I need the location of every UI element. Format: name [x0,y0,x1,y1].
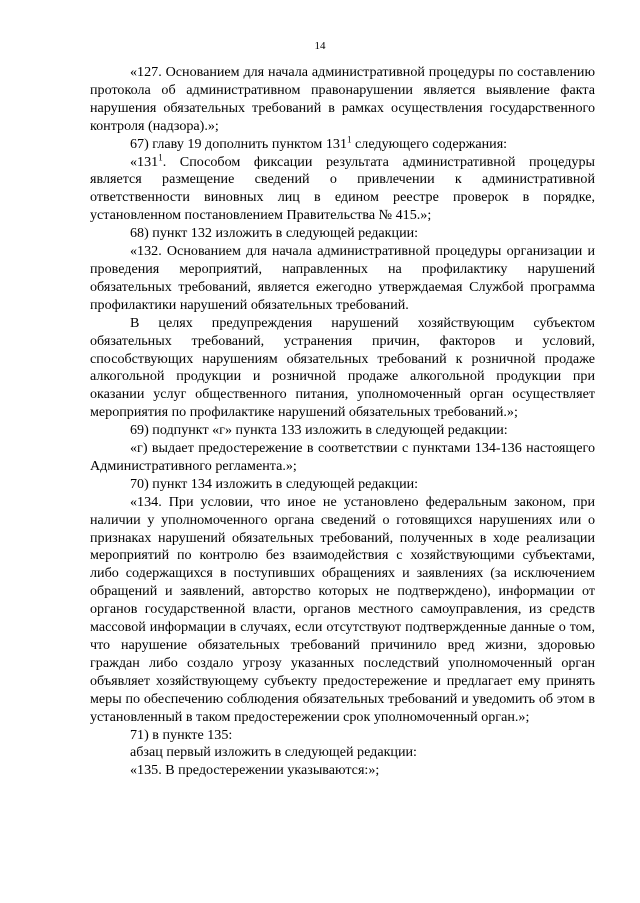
paragraph-127 [90,64,595,136]
paragraph-text: 71) в пункте 135: [130,726,233,743]
paragraph-text: «134. При условии, что иное не установлено федеральным законом, при наличии у уполномоченного органа сведений о готовящихся нарушениях или о признаках нарушений обязательных требований, полученных в ходе реализации мероприятий по контролю без взаимодействия с хозяйствующими субъектами, либо содержащихся в поступивших обращениях и заявлениях (за исключением обращений и заявлений, авторство которых не подтверждено), информации от органов государственной власти, органов местного самоуправления, из средств массовой информации в случаях, если отсутствуют подтвержденные данные о том, что нарушение обязательных требований причинило вред жизни, здоровью граждан либо создало угрозу указанных последствий уполномоченный орган объявляет хозяйствующему субъекту предостережение и предлагает ему принять меры по обеспечению соблюдения обязательных требований и уведомить об этом в установленный в таком предостережении срок уполномоченный орган.»; [90,493,595,725]
paragraph-text: «135. В предостережении указываются:»; [130,762,380,779]
paragraph-text: 67) главу 19 дополнить пунктом 131 [130,135,348,152]
paragraph-item-70 [90,476,595,494]
paragraph-abzac [90,744,595,762]
superscript: 1 [158,151,163,162]
paragraph-text: «131 [130,153,159,170]
document-body [90,64,595,780]
paragraph-item-71 [90,727,595,745]
paragraph-text: 70) пункт 134 изложить в следующей редакции: [130,475,419,492]
paragraph-item-67 [90,133,595,154]
paragraph-text-tail: следующего содержания: [351,135,508,152]
paragraph-132-continued [90,315,595,422]
paragraph-133-g [90,440,595,476]
paragraph-item-69 [90,422,595,440]
paragraph-text: «132. Основанием для начала административной процедуры организации и проведения мероприятий, направленных на профилактику нарушений обязательных требований, является ежегодно утверждаемая Службой программа профилактики нарушений обязательных требований. [90,243,595,313]
paragraph-text: В целях предупреждения нарушений хозяйствующим субъектом обязательных требований, устранения причин, факторов и условий, способствующих нарушениям обязательных требований к розничной продаже алкогольной продукции и розничной продаже алкогольной продукции при оказании услуг общественного питания, уполномоченный орган осуществляет мероприятия по профилактике нарушений обязательных требований.»; [90,314,595,421]
superscript: 1 [347,133,352,144]
paragraph-135 [90,762,595,780]
paragraph-131-1 [90,151,595,226]
paragraph-text: 69) подпункт «г» пункта 133 изложить в следующей редакции: [130,422,508,439]
paragraph-text: абзац первый изложить в следующей редакции: [130,744,417,761]
page-number: 14 [314,40,326,52]
paragraph-text: 68) пункт 132 изложить в следующей редакции: [130,225,419,242]
paragraph-132 [90,243,595,315]
paragraph-134 [90,494,595,727]
paragraph-text-tail: . Способом фиксации результата административной процедуры является размещение сведений о привлечении к административной ответственности виновных лиц в едином реестре проверок в порядке, установленном постановлением Правительства № 415.»; [90,153,595,224]
paragraph-text: «127. Основанием для начала административной процедуры по составлению протокола об административном правонарушении является выявление факта нарушения обязательных требований в рамках осуществления государственного контроля (надзора).»; [90,64,595,134]
paragraph-text: «г) выдает предостережение в соответствии с пунктами 134-136 настоящего Административного регламента.»; [90,440,595,474]
paragraph-item-68 [90,225,595,243]
